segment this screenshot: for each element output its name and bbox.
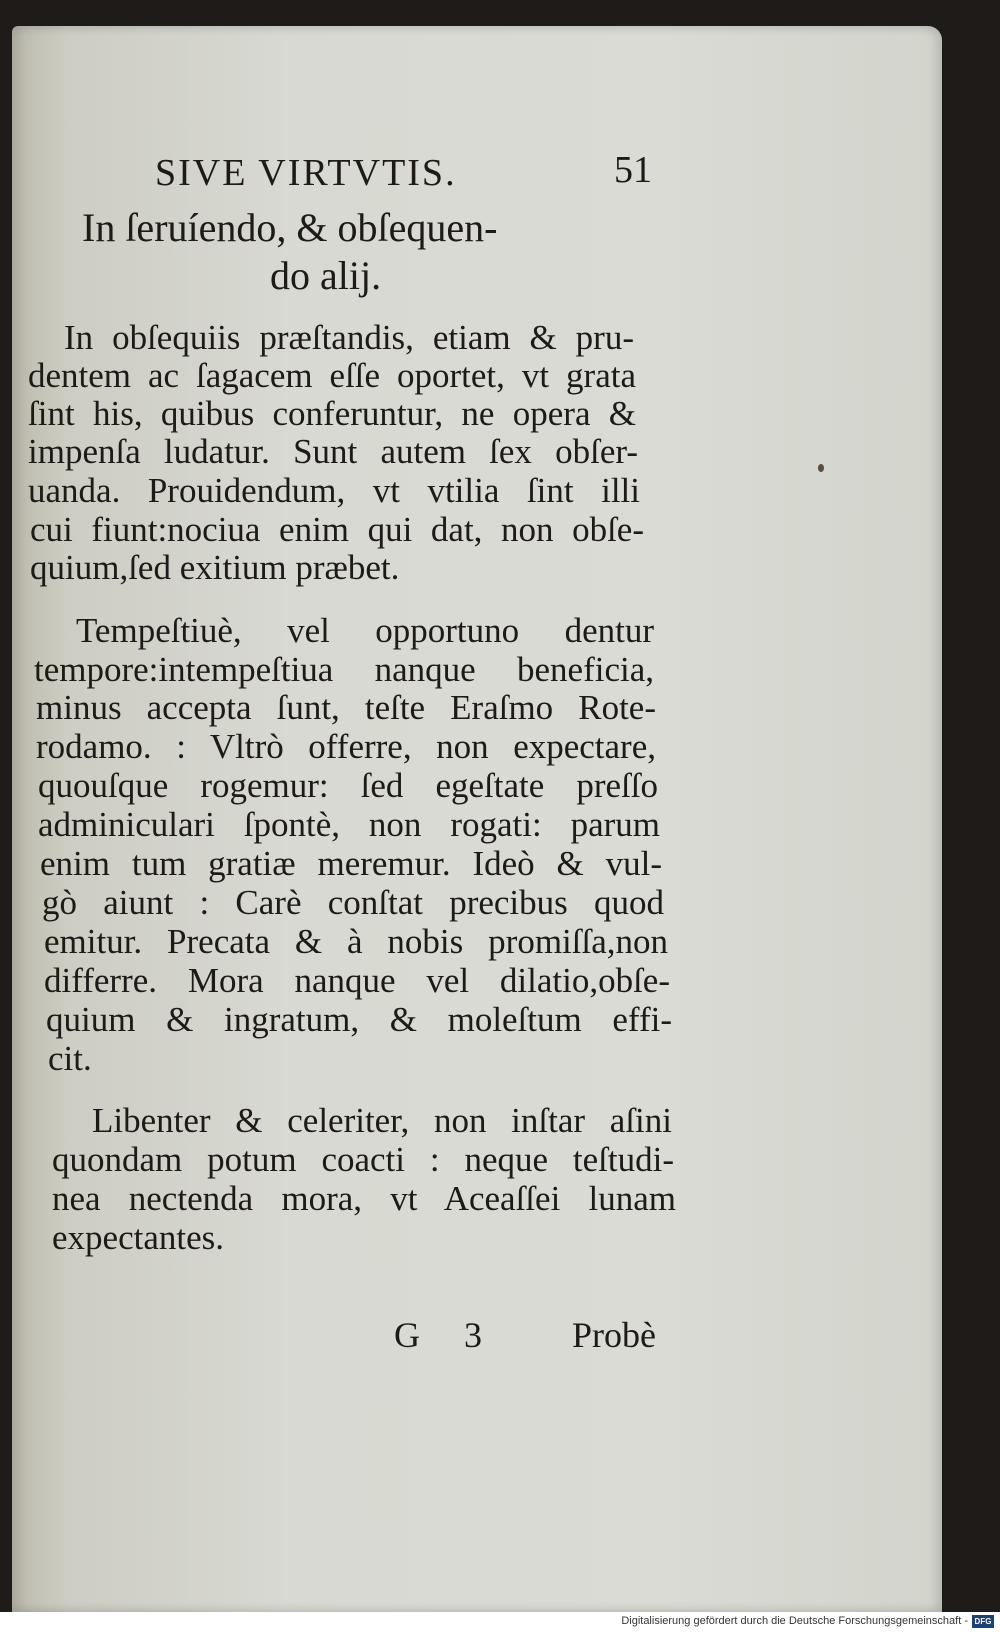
paragraph-3-line: quondam potum coacti : neque teſtudi-: [52, 1140, 674, 1179]
paragraph-3-line: Libenter & celeriter, non inſtar aſini: [92, 1101, 672, 1140]
paragraph-1-line: ſint his, quibus conferuntur, ne opera &: [28, 394, 636, 433]
section-heading-line-2: do alij.: [270, 253, 382, 298]
paragraph-2-line: minus accepta ſunt, teſte Eraſmo Rote-: [36, 688, 656, 727]
catchword: Probè: [572, 1315, 656, 1355]
digitization-notice-bar: [0, 1612, 1000, 1632]
paragraph-2-line: gò aiunt : Carè conſtat precibus quod: [42, 883, 664, 922]
paragraph-1-line: uanda. Prouidendum, vt vtilia ſint illi: [28, 471, 640, 510]
paragraph-3-line: nea nectenda mora, vt Aceaſſei lunam: [52, 1179, 676, 1218]
paragraph-1-line: impenſa ludatur. Sunt autem ſex obſer-: [28, 432, 638, 471]
paragraph-2-line: quium & ingratum, & moleſtum effi-: [46, 1000, 672, 1039]
running-title: SIVE VIRTVTIS.: [155, 152, 457, 194]
paragraph-2-line: quouſque rogemur: ſed egeſtate preſſo: [38, 766, 658, 805]
ink-spot: [818, 464, 824, 472]
paragraph-2-line: rodamo. : Vltrò offerre, non expectare,: [36, 727, 656, 766]
paragraph-1-line: cui fiunt:nociua enim qui dat, non obſe-: [30, 510, 644, 549]
paragraph-1-line: dentem ac ſagacem eſſe oportet, vt grata: [28, 356, 636, 395]
paragraph-1-line: In obſequiis præſtandis, etiam & pru-: [64, 318, 634, 357]
paragraph-2-line: Tempeſtiuè, vel opportuno dentur: [76, 611, 654, 650]
dfg-logo: DFG: [972, 1615, 994, 1628]
paragraph-2-line: enim tum gratiæ meremur. Ideò & vul-: [40, 844, 662, 883]
paragraph-2-line: emitur. Precata & à nobis promiſſa,non: [44, 922, 668, 961]
signature-mark: G: [394, 1315, 420, 1355]
book-page: [12, 26, 942, 1612]
paragraph-2-line: differre. Mora nanque vel dilatio,obſe-: [44, 961, 670, 1000]
page-number: 51: [614, 149, 652, 191]
paragraph-3-line: expectantes.: [52, 1218, 224, 1257]
digitization-notice: Digitalisierung gefördert durch die Deutsche Forschungsgemeinschaft -: [621, 1615, 968, 1627]
paragraph-1-line: quium,ſed exitium præbet.: [30, 548, 400, 587]
paragraph-2-line: adminiculari ſpontè, non rogati: parum: [38, 805, 660, 844]
paragraph-2-line: tempore:intempeſtiua nanque beneficia,: [34, 650, 654, 689]
section-heading-line-1: In ſeruíendo, & obſequen-: [82, 205, 498, 250]
signature-number: 3: [464, 1315, 482, 1355]
paragraph-2-line: cit.: [48, 1039, 92, 1078]
